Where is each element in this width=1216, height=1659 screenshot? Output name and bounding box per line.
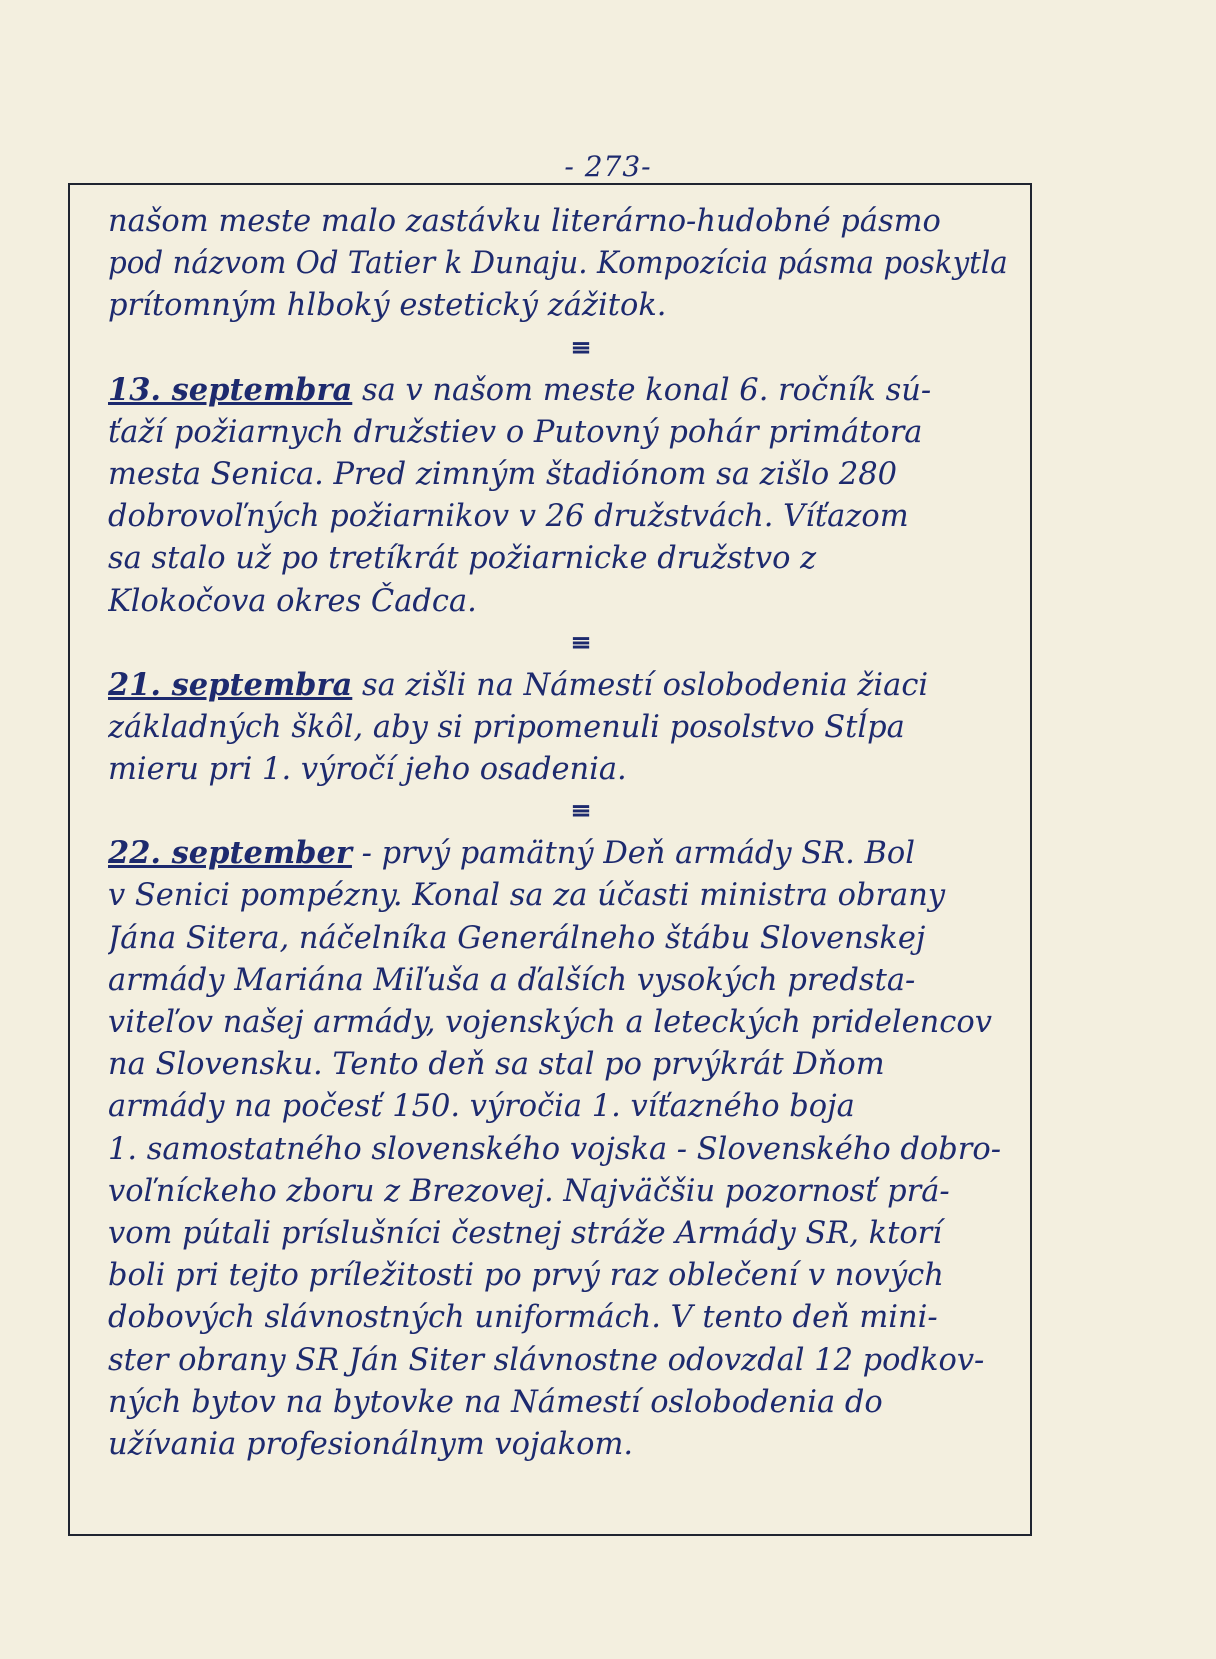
entry-separator: ≡	[570, 332, 592, 363]
text-line: Jána Sitera, náčelníka Generálneho štábu Slovenskej	[108, 919, 926, 956]
text-line: dobových slávnostných uniformách. V tento deň mini-	[108, 1299, 938, 1336]
page-number: - 273-	[564, 150, 652, 183]
text-line: ťaží požiarnych družstiev o Putovný pohár primátora	[108, 413, 923, 450]
text-line: sa stalo už po tretíkrát požiarnicke družstvo z	[108, 540, 817, 577]
text-line: armády Mariána Miľuša a ďalších vysokých predsta-	[108, 961, 916, 998]
text-line: pod názvom Od Tatier k Dunaju. Kompozícia pásma poskytla	[108, 245, 1008, 282]
text-line: mesta Senica. Pred zimným štadiónom sa zišlo 280	[108, 455, 898, 492]
text-line: našom meste malo zastávku literárno-hudobné pásmo	[108, 203, 941, 239]
text-line: ster obrany SR Ján Siter slávnostne odovzdal 12 podkov-	[108, 1341, 985, 1378]
entry-continuation	[108, 200, 1024, 327]
text-line: vom pútali príslušníci čestnej stráže Armády SR, ktorí	[108, 1214, 942, 1251]
text-line: 21. septembra sa zišli na Námestí oslobodenia žiaci	[108, 666, 929, 703]
text-line: armády na počesť 150. výročia 1. víťazného boja	[108, 1088, 855, 1125]
text-line: 22. september - prvý pamätný Deň armády SR. Bol	[108, 835, 915, 872]
text-line: boli pri tejto príležitosti po prvý raz oblečení v nových	[108, 1257, 944, 1294]
handwritten-text	[108, 200, 1024, 1465]
text-line: v Senici pompézny. Konal sa za účasti ministra obrany	[108, 877, 946, 914]
entry-13-september	[108, 369, 1024, 622]
entry-21-september	[108, 664, 1024, 791]
entry-date: 21. septembra	[108, 666, 353, 703]
text-line: základných škôl, aby si pripomenuli posolstvo Stĺpa	[108, 708, 905, 745]
text-line: na Slovensku. Tento deň sa stal po prvýkrát Dňom	[108, 1046, 885, 1083]
entry-22-september	[108, 832, 1024, 1465]
text-line: viteľov našej armády, vojenských a leteckých pridelencov	[108, 1004, 992, 1040]
entry-separator: ≡	[570, 627, 592, 658]
text-line: 1. samostatného slovenského vojska - Slovenského dobro-	[108, 1130, 1001, 1167]
text-line: dobrovoľných požiarnikov v 26 družstvách. Víťazom	[108, 498, 909, 535]
entry-date: 13. septembra	[108, 371, 353, 408]
text-line: prítomným hlboký estetický zážitok.	[108, 287, 667, 324]
text-line: 13. septembra sa v našom meste konal 6. ročník sú-	[108, 371, 932, 408]
text-line: mieru pri 1. výročí jeho osadenia.	[108, 751, 627, 788]
text-line: ných bytov na bytovke na Námestí oslobodenia do	[108, 1383, 883, 1420]
text-line: užívania profesionálnym vojakom.	[108, 1425, 634, 1462]
text-line: Klokočova okres Čadca.	[108, 582, 477, 619]
entry-separator: ≡	[570, 796, 592, 827]
entry-date: 22. september	[108, 835, 352, 872]
text-line: voľníckeho zboru z Brezovej. Najväčšiu pozornosť prá-	[108, 1172, 950, 1209]
